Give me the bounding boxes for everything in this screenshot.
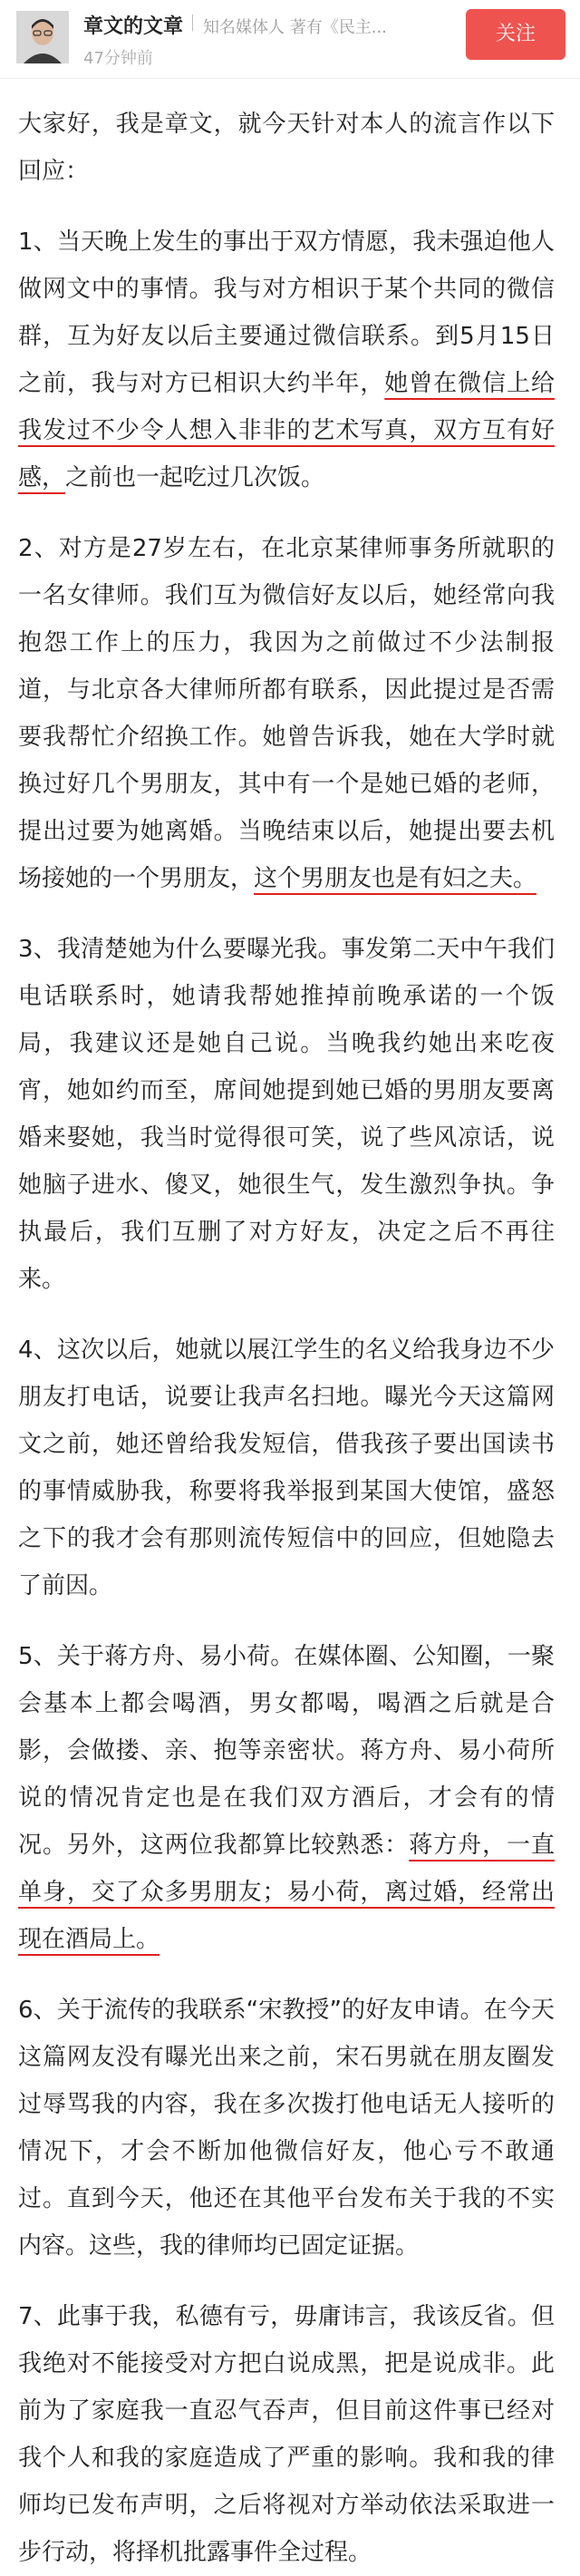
highlighted-text: 蒋方舟，一直单身，交了众多男朋友；易小荷，离过婚，经常出现在酒局上。	[18, 1832, 555, 1953]
post-timestamp: 47分钟前	[83, 49, 153, 68]
author-name[interactable]: 章文的文章	[83, 15, 184, 38]
paragraph-6: 6、关于流传的我联系“宋教授”的好友申请。在今天这篇网友没有曝光出来之前，宋石男就在朋友圈发过辱骂我的内容，我在多次拨打他电话无人接听的情况下，才会不断加他微信好友，他心亏不敢通过。直到今天，他还在其他平台发布关于我的不实内容。这些，我的律师均已固定证据。	[18, 1997, 555, 2260]
paragraph-2	[18, 525, 555, 902]
avatar-portrait-icon	[16, 11, 69, 63]
author-description: 知名媒体人 著有《民主...	[203, 18, 387, 37]
paragraph-text: 之前也一起吃过几次饭。	[65, 464, 325, 491]
paragraph-1	[18, 219, 555, 501]
highlighted-text: 她曾在微信上给我发过不少令人想入非非的艺术写真，双方互有好感，	[18, 370, 555, 491]
author-avatar[interactable]	[16, 11, 69, 63]
article-body	[0, 79, 580, 2576]
paragraph-text: 5、关于蒋方舟、易小荷。在媒体圈、公知圈，一聚会基本上都会喝酒，男女都喝，喝酒之后就是合影，会做搂、亲、抱等亲密状。蒋方舟、易小荷所说的情况肯定也是在我们双方酒后，才会有的情况。另外，这两位我都算比较熟悉：	[18, 1643, 555, 1859]
header-divider	[192, 15, 193, 31]
article-header	[0, 0, 580, 79]
paragraph-7: 7、此事于我，私德有亏，毋庸讳言，我该反省。但我绝对不能接受对方把白说成黑，把是说成非。此前为了家庭我一直忍气吞声，但目前这件事已经对我个人和我的家庭造成了严重的影响。我和我的律师均已发布声明，之后将视对方举动依法采取进一步行动，将择机批露事件全过程。	[18, 2303, 555, 2566]
paragraph-3: 3、我清楚她为什么要曝光我。事发第二天中午我们电话联系时，她请我帮她推掉前晚承诺的一个饭局，我建议还是她自己说。当晚我约她出来吃夜宵，她如约而至，席间她提到她已婚的男朋友要离婚来娶她，我当时觉得很可笑，说了些风凉话，说她脑子进水、傻叉，她很生气，发生激烈争执。争执最后，我们互删了对方好友，决定之后不再往来。	[18, 936, 555, 1293]
paragraph-intro: 大家好，我是章文，就今天针对本人的流言作以下回应：	[18, 111, 555, 185]
follow-button[interactable]: 关注	[466, 9, 566, 60]
paragraph-4: 4、这次以后，她就以展江学生的名义给我身边不少朋友打电话，说要让我声名扫地。曝光今天这篇网文之前，她还曾给我发短信，借我孩子要出国读书的事情威胁我，称要将我举报到某国大使馆，盛怒之下的我才会有那则流传短信中的回应，但她隐去了前因。	[18, 1337, 555, 1599]
paragraph-text: 1、当天晚上发生的事出于双方情愿，我未强迫他人做网文中的事情。我与对方相识于某个共同的微信群，互为好友以后主要通过微信联系。到5月15日之前，我与对方已相识大约半年，	[18, 228, 555, 397]
paragraph-5	[18, 1633, 555, 1963]
highlighted-text: 这个男朋友也是有妇之夫。	[254, 865, 537, 892]
paragraph-text: 2、对方是27岁左右，在北京某律师事务所就职的一名女律师。我们互为微信好友以后，她经常向我抱怨工作上的压力，我因为之前做过不少法制报道，与北京各大律师所都有联系，因此提过是否需要我帮忙介绍换工作。她曾告诉我，她在大学时就换过好几个男朋友，其中有一个是她已婚的老师，提出过要为她离婚。当晚结束以后，她提出要去机场接她的一个男朋友，	[18, 535, 555, 892]
